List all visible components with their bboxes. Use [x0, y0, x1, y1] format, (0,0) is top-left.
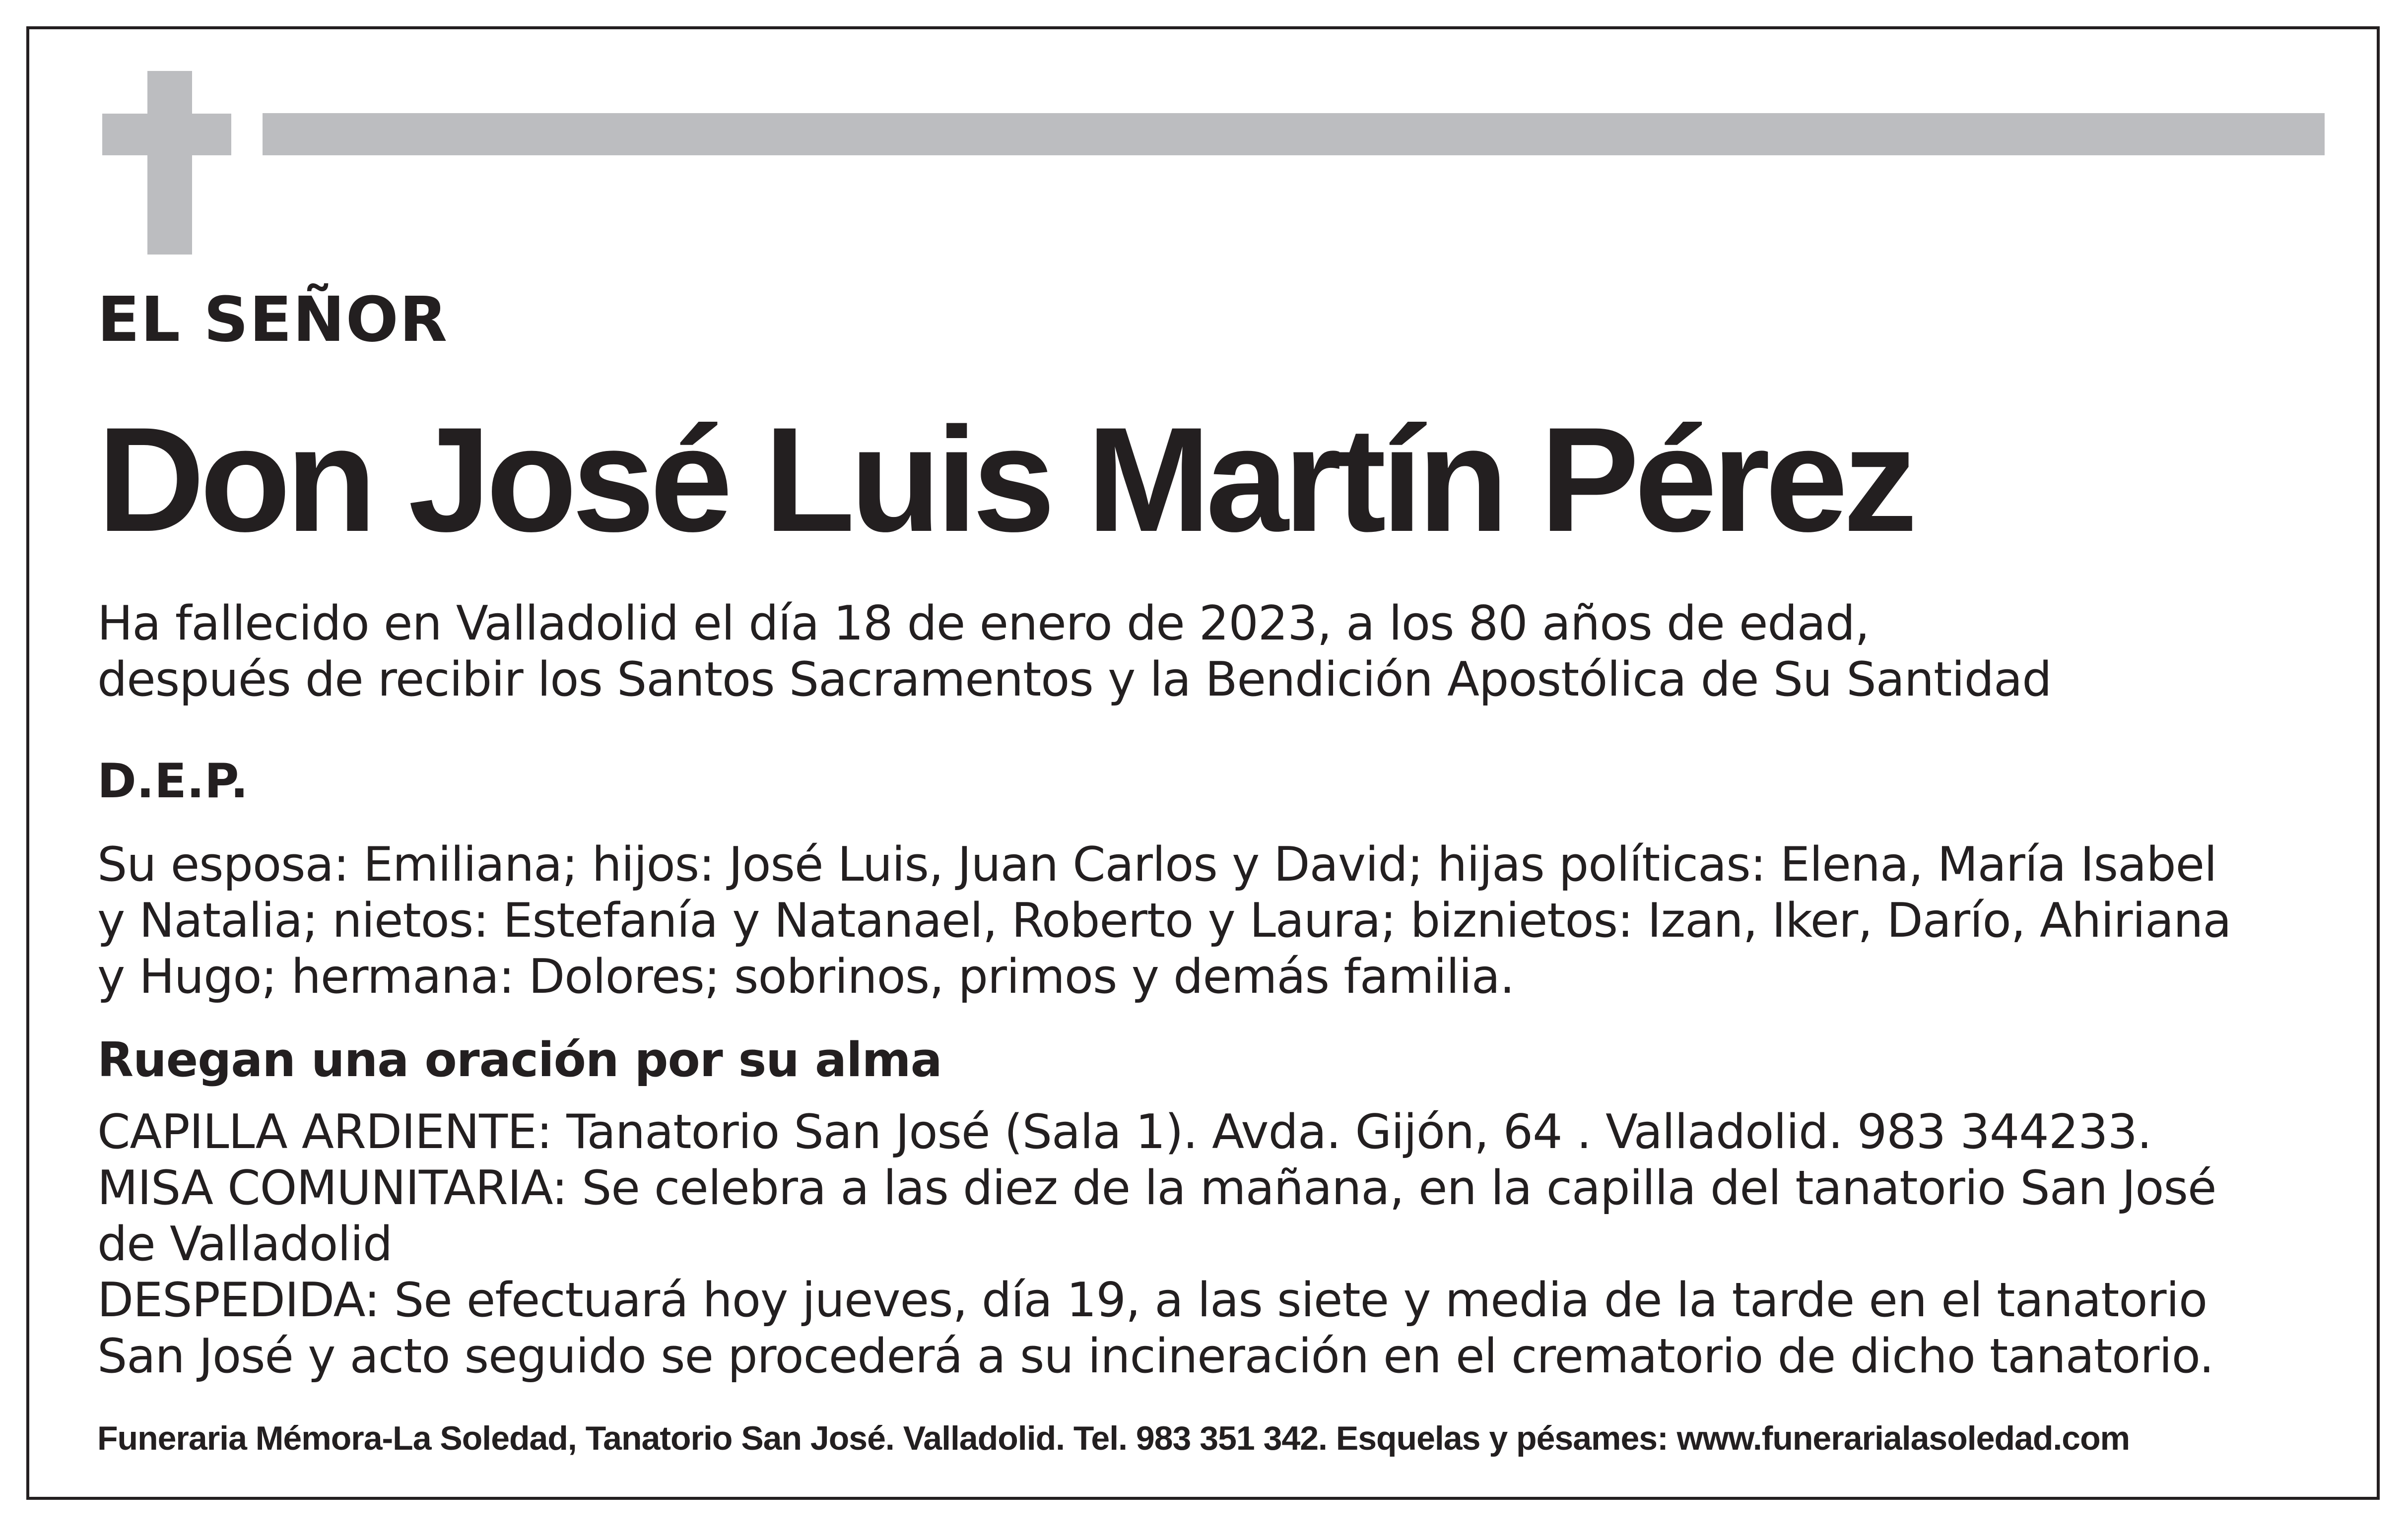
service-line: San José y acto seguido se procederá a su incineración en el crematorio de dicho tanatorio.: [97, 1329, 2214, 1384]
family-line: y Natalia; nietos: Estefanía y Natanael, Roberto y Laura; biznietos: Izan, Iker, Darío, Ahiriana: [97, 894, 2231, 948]
service-line: de Valladolid: [97, 1217, 393, 1272]
death-notice: [97, 596, 2052, 708]
funeral-home-footer: Funeraria Mémora-La Soledad, Tanatorio San José. Valladolid. Tel. 983 351 342. Esquelas y pésames: www.funerarialasoledad.com: [97, 1419, 2130, 1457]
family-line: Su esposa: Emiliana; hijos: José Luis, Juan Carlos y David; hijas políticas: Elena, María Isabel: [97, 837, 2217, 892]
service-line: CAPILLA ARDIENTE: Tanatorio San José (Sala 1). Avda. Gijón, 64 . Valladolid. 983 344233.: [97, 1105, 2152, 1159]
death-notice-line: Ha fallecido en Valladolid el día 18 de enero de 2023, a los 80 años de edad,: [97, 596, 1870, 651]
top-divider-bar: [263, 113, 2325, 155]
family-line: y Hugo; hermana: Dolores; sobrinos, primos y demás familia.: [97, 950, 1515, 1004]
service-line: DESPEDIDA: Se efectuará hoy jueves, día 19, a las siete y media de la tarde en el tanatorio: [97, 1273, 2207, 1328]
service-line: MISA COMUNITARIA: Se celebra a las diez de la mañana, en la capilla del tanatorio San José: [97, 1161, 2216, 1216]
deceased-name: Don José Luis Martín Pérez: [97, 396, 1913, 563]
title-prefix: EL SEÑOR: [97, 284, 449, 356]
cross-icon-horizontal: [102, 114, 231, 155]
service-details: [97, 1104, 2216, 1385]
family-list: [97, 837, 2231, 1005]
death-notice-line: después de recibir los Santos Sacramentos y la Bendición Apostólica de Su Santidad: [97, 652, 2052, 707]
dep-label: D.E.P.: [97, 754, 249, 809]
cross-icon-vertical: [147, 71, 192, 255]
prayer-request: Ruegan una oración por su alma: [97, 1033, 942, 1088]
